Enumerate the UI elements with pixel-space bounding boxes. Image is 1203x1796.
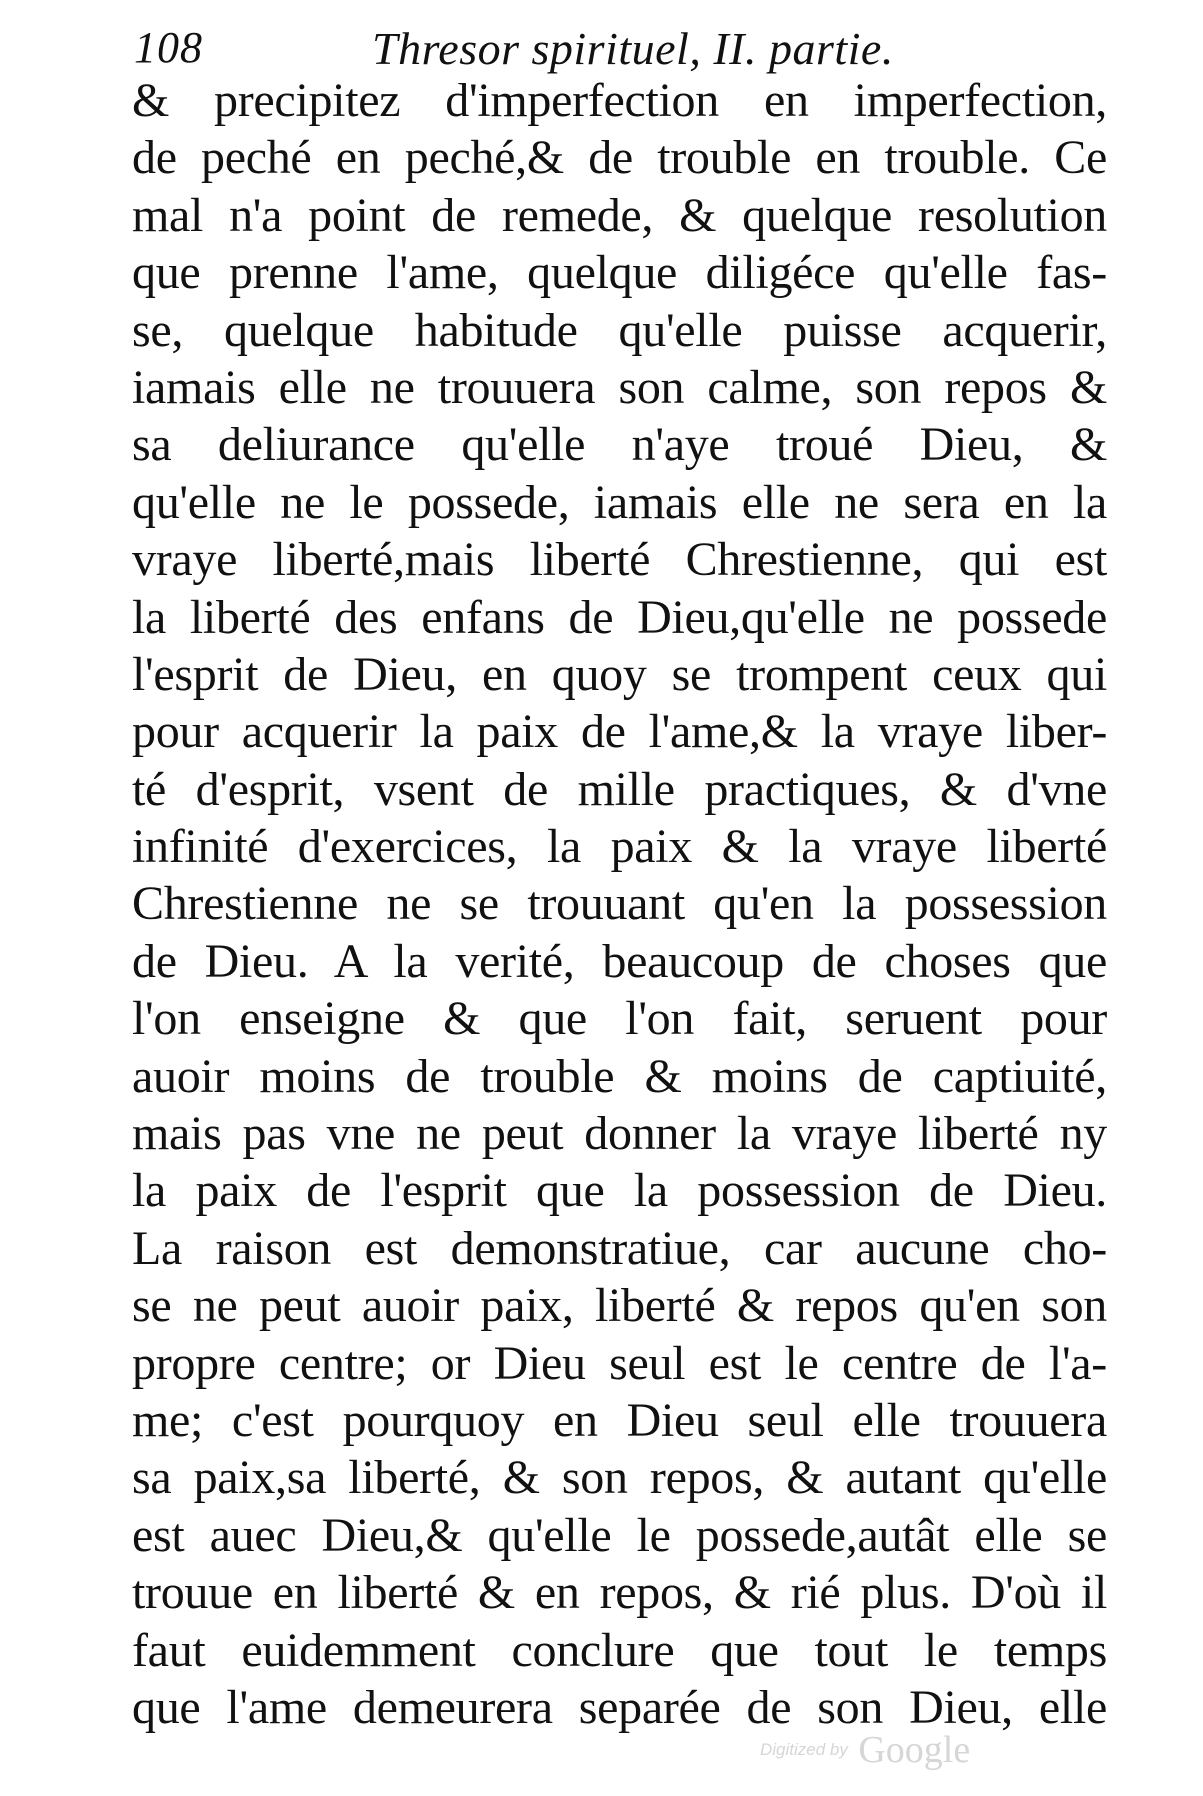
text-line: La raison est demonstratiue, car aucune cho- <box>132 1221 1107 1275</box>
text-line: se ne peut auoir paix, liberté & repos qu'en son <box>132 1279 1107 1333</box>
text-line: l'esprit de Dieu, en quoy se trompent ceux qui <box>132 647 1107 701</box>
body-text <box>132 72 1107 1736</box>
text-line: de Dieu. A la verité, beaucoup de choses que <box>132 934 1107 988</box>
text-line: & precipitez d'imperfection en imperfection, <box>132 74 1107 127</box>
text-line: la paix de l'esprit que la possession de Dieu. <box>132 1164 1107 1218</box>
text-line: té d'esprit, vsent de mille practiques, & d'vne <box>132 762 1107 816</box>
text-line: faut euidemment conclure que tout le temps <box>132 1623 1107 1677</box>
text-line: vraye liberté,mais liberté Chrestienne, qui est <box>132 533 1107 587</box>
text-line: mal n'a point de remede, & quelque resolution <box>132 188 1107 242</box>
running-head <box>130 18 1110 78</box>
text-line: sa paix,sa liberté, & son repos, & autant qu'elle <box>132 1451 1107 1505</box>
text-line: que prenne l'ame, quelque diligéce qu'elle fas- <box>132 246 1107 300</box>
text-line: que l'ame demeurera separée de son Dieu, elle <box>132 1680 1107 1734</box>
text-line: pour acquerir la paix de l'ame,& la vraye liber- <box>132 705 1107 759</box>
text-line: qu'elle ne le possede, iamais elle ne sera en la <box>132 475 1107 529</box>
text-line: Chrestienne ne se trouuant qu'en la possession <box>132 877 1107 931</box>
digitization-watermark <box>760 1728 970 1772</box>
text-line: iamais elle ne trouuera son calme, son repos & <box>132 360 1107 414</box>
text-line: est auec Dieu,& qu'elle le possede,autât elle se <box>132 1508 1107 1562</box>
text-line: l'on enseigne & que l'on fait, seruent pour <box>132 992 1107 1046</box>
text-line: auoir moins de trouble & moins de captiuité, <box>132 1049 1107 1103</box>
text-line: infinité d'exercices, la paix & la vraye liberté <box>132 820 1107 874</box>
text-line: mais pas vne ne peut donner la vraye liberté ny <box>132 1107 1107 1161</box>
watermark-prefix: Digitized by <box>760 1740 848 1759</box>
page-number: 108 <box>134 23 203 72</box>
text-line: propre centre; or Dieu seul est le centre de l'a- <box>132 1336 1107 1390</box>
text-line: se, quelque habitude qu'elle puisse acquerir, <box>132 303 1107 357</box>
text-line: me; c'est pourquoy en Dieu seul elle trouuera <box>132 1393 1107 1447</box>
text-line: trouue en liberté & en repos, & rié plus. D'où il <box>132 1566 1107 1620</box>
text-line: la liberté des enfans de Dieu,qu'elle ne possede <box>132 590 1107 644</box>
text-line: de peché en peché,& de trouble en trouble. Ce <box>132 131 1107 185</box>
text-line: sa deliurance qu'elle n'aye troué Dieu, & <box>132 418 1107 472</box>
running-title: Thresor spirituel, II. partie. <box>372 23 894 74</box>
watermark-brand: Google <box>858 1729 971 1771</box>
